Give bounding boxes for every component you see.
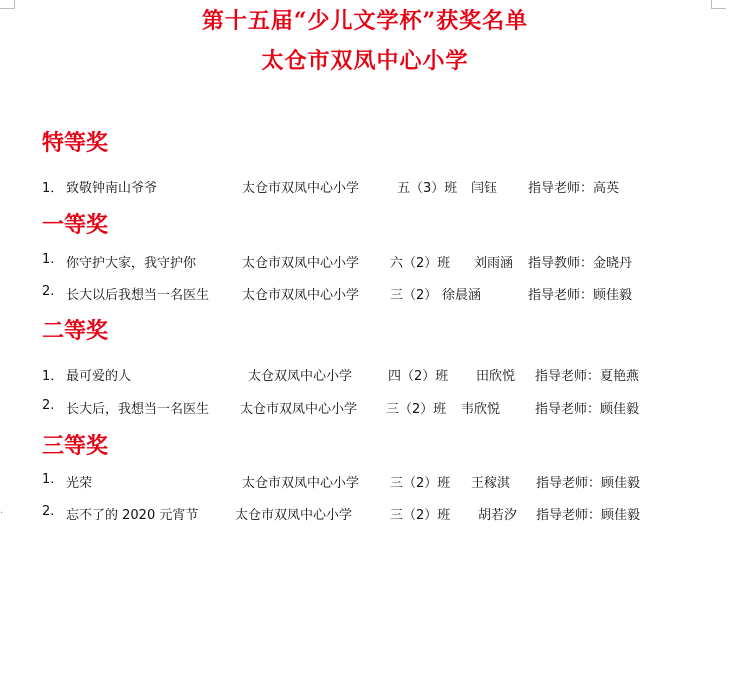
entry-student: 闫钰 bbox=[471, 181, 498, 196]
entry-teacher: 指导老师：顾佳毅 bbox=[536, 476, 641, 491]
section-heading-third-prize: 三等奖 bbox=[42, 433, 109, 459]
entry-teacher: 指导老师：高英 bbox=[528, 181, 620, 196]
award-entry bbox=[0, 177, 730, 197]
entry-number: 1． bbox=[42, 369, 64, 384]
award-entry bbox=[0, 398, 730, 418]
award-entry bbox=[0, 252, 730, 272]
entry-work-title: 你守护大家，我守护你 bbox=[66, 256, 197, 271]
award-entry bbox=[0, 504, 730, 524]
entry-work-title: 最可爱的人 bbox=[66, 369, 132, 384]
entry-teacher: 指导老师：顾佳毅 bbox=[536, 508, 641, 523]
entry-school: 太仓市双凤中心小学 bbox=[242, 256, 360, 271]
entry-student: 田欣悦 bbox=[476, 369, 516, 384]
entry-teacher: 指导老师：顾佳毅 bbox=[535, 402, 640, 417]
award-entry bbox=[0, 365, 730, 385]
entry-work-title: 光荣 bbox=[66, 476, 93, 491]
entry-teacher: 指导老师：夏艳燕 bbox=[535, 369, 640, 384]
entry-class: 六（2）班 bbox=[390, 256, 451, 271]
entry-number: 2. bbox=[42, 504, 55, 519]
entry-school: 太仓市双凤中心小学 bbox=[242, 288, 360, 303]
entry-student: 徐晨涵 bbox=[442, 288, 482, 303]
entry-class: 三（2）班 bbox=[390, 508, 451, 523]
entry-class: 三（2）班 bbox=[386, 402, 447, 417]
entry-work-title: 长大以后我想当一名医生 bbox=[66, 288, 210, 303]
entry-teacher: 指导老师：顾佳毅 bbox=[528, 288, 633, 303]
entry-work-title: 致敬钟南山爷爷 bbox=[66, 181, 158, 196]
entry-class: 三（2） bbox=[390, 288, 438, 303]
entry-class: 四（2）班 bbox=[388, 369, 449, 384]
entry-number: 2. bbox=[42, 398, 55, 413]
entry-class: 五（3）班 bbox=[397, 181, 458, 196]
entry-student: 韦欣悦 bbox=[461, 402, 501, 417]
entry-school: 太仓市双凤中心小学 bbox=[242, 181, 360, 196]
award-entry bbox=[0, 472, 730, 492]
entry-school: 太仓市双凤中心小学 bbox=[242, 476, 360, 491]
text-cursor-marker: · bbox=[0, 508, 4, 519]
entry-number: 2. bbox=[42, 284, 55, 299]
entry-school: 太仓市双凤中心小学 bbox=[240, 402, 358, 417]
entry-class: 三（2）班 bbox=[390, 476, 451, 491]
entry-school: 太仓市双凤中心小学 bbox=[235, 508, 353, 523]
school-subtitle: 太仓市双凤中心小学 bbox=[261, 48, 469, 74]
document-title: 第十五届“少儿文学杯”获奖名单 bbox=[201, 8, 529, 34]
entry-school: 太仓双凤中心小学 bbox=[248, 369, 353, 384]
entry-number: 1. bbox=[42, 252, 55, 267]
award-entry bbox=[0, 284, 730, 304]
entry-number: 1． bbox=[42, 181, 64, 196]
entry-work-title: 忘不了的 2020 元宵节 bbox=[66, 508, 199, 523]
entry-student: 刘雨涵 bbox=[474, 256, 514, 271]
entry-number: 1. bbox=[42, 472, 55, 487]
section-heading-second-prize: 二等奖 bbox=[42, 318, 109, 344]
section-heading-first-prize: 一等奖 bbox=[42, 212, 109, 238]
entry-work-title: 长大后，我想当一名医生 bbox=[66, 402, 210, 417]
entry-student: 胡若汐 bbox=[478, 508, 518, 523]
entry-student: 王稼淇 bbox=[471, 476, 511, 491]
section-heading-special-prize: 特等奖 bbox=[42, 130, 109, 156]
entry-teacher: 指导教师：金晓丹 bbox=[528, 256, 633, 271]
